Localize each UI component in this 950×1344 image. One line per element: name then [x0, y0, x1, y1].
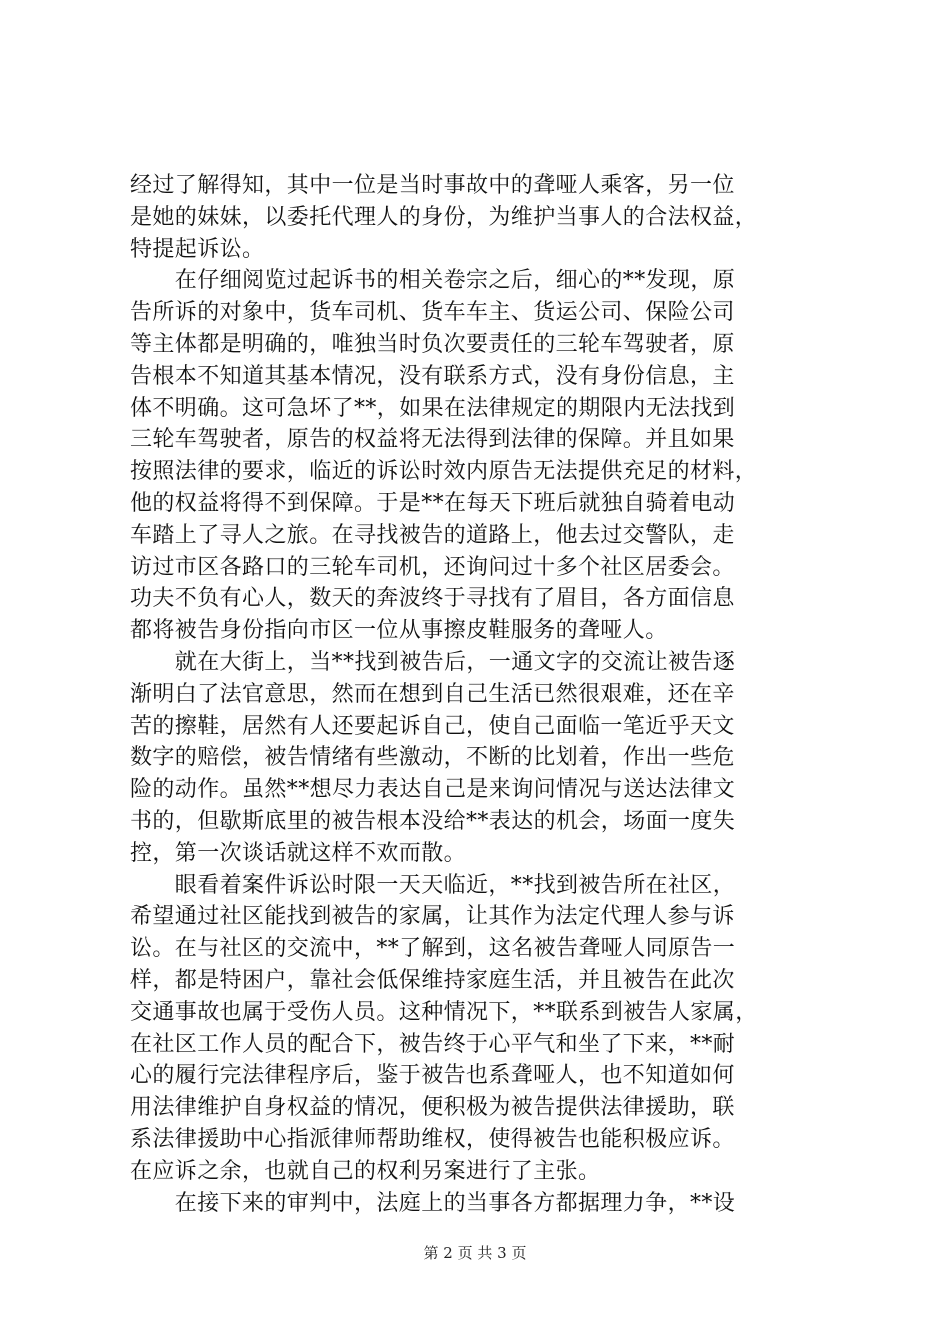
text-line: 苦的擦鞋，居然有人还要起诉自己，使自己面临一笔近乎天文: [130, 713, 735, 739]
text-line: 告所诉的对象中，货车司机、货车车主、货运公司、保险公司: [130, 300, 735, 326]
text-line: 在应诉之余，也就自己的权利另案进行了主张。: [130, 1158, 601, 1184]
text-line: 系法律援助中心指派律师帮助维权，使得被告也能积极应诉。: [130, 1126, 735, 1152]
text-line: 眼看着案件诉讼时限一天天临近，**找到被告所在社区，: [130, 872, 736, 898]
text-line: 在社区工作人员的配合下，被告终于心平气和坐了下来，**耐: [130, 1031, 736, 1057]
text-line: 车踏上了寻人之旅。在寻找被告的道路上，他去过交警队，走: [130, 522, 735, 548]
body-text: [130, 170, 830, 1219]
text-line: 书的，但歇斯底里的被告根本没给**表达的机会，场面一度失: [130, 808, 736, 834]
text-line: 特提起诉讼。: [130, 236, 265, 262]
text-line: 险的动作。虽然**想尽力表达自己是来询问情况与送达法律文: [130, 777, 736, 803]
text-line: 三轮车驾驶者，原告的权益将无法得到法律的保障。并且如果: [130, 427, 735, 453]
text-line: 用法律维护自身权益的情况，便积极为被告提供法律援助，联: [130, 1095, 735, 1121]
text-line: 数字的赔偿，被告情绪有些激动，不断的比划着，作出一些危: [130, 745, 735, 771]
text-line: 访过市区各路口的三轮车司机，还询问过十多个社区居委会。: [130, 554, 735, 580]
text-line: 体不明确。这可急坏了**，如果在法律规定的期限内无法找到: [130, 395, 736, 421]
text-line: 就在大街上，当**找到被告后，一通文字的交流让被告逐: [130, 649, 736, 675]
text-line: 他的权益将得不到保障。于是**在每天下班后就独自骑着电动: [130, 490, 736, 516]
text-line: 渐明白了法官意思，然而在想到自己生活已然很艰难，还在辛: [130, 681, 735, 707]
text-line: 希望通过社区能找到被告的家属，让其作为法定代理人参与诉: [130, 904, 735, 930]
page-footer: 第 2 页 共 3 页: [423, 1244, 527, 1262]
text-line: 在仔细阅览过起诉书的相关卷宗之后，细心的**发现，原: [130, 268, 736, 294]
text-line: 在接下来的审判中，法庭上的当事各方都据理力争，**设: [130, 1190, 736, 1216]
text-line: 告根本不知道其基本情况，没有联系方式，没有身份信息，主: [130, 363, 735, 389]
text-line: 等主体都是明确的，唯独当时负次要责任的三轮车驾驶者，原: [130, 331, 735, 357]
text-line: 按照法律的要求，临近的诉讼时效内原告无法提供充足的材料，: [130, 459, 758, 485]
text-line: 交通事故也属于受伤人员。这种情况下，**联系到被告人家属，: [130, 999, 758, 1025]
text-line: 样，都是特困户，靠社会低保维持家庭生活，并且被告在此次: [130, 967, 735, 993]
text-line: 讼。在与社区的交流中，**了解到，这名被告聋哑人同原告一: [130, 936, 736, 962]
text-line: 是她的妹妹，以委托代理人的身份，为维护当事人的合法权益，: [130, 204, 758, 230]
text-line: 控，第一次谈话就这样不欢而散。: [130, 840, 467, 866]
text-line: 都将被告身份指向市区一位从事擦皮鞋服务的聋哑人。: [130, 618, 668, 644]
text-line: 心的履行完法律程序后，鉴于被告也系聋哑人，也不知道如何: [130, 1063, 735, 1089]
text-line: 功夫不负有心人，数天的奔波终于寻找有了眉目，各方面信息: [130, 586, 735, 612]
text-line: 经过了解得知，其中一位是当时事故中的聋哑人乘客，另一位: [130, 173, 735, 198]
